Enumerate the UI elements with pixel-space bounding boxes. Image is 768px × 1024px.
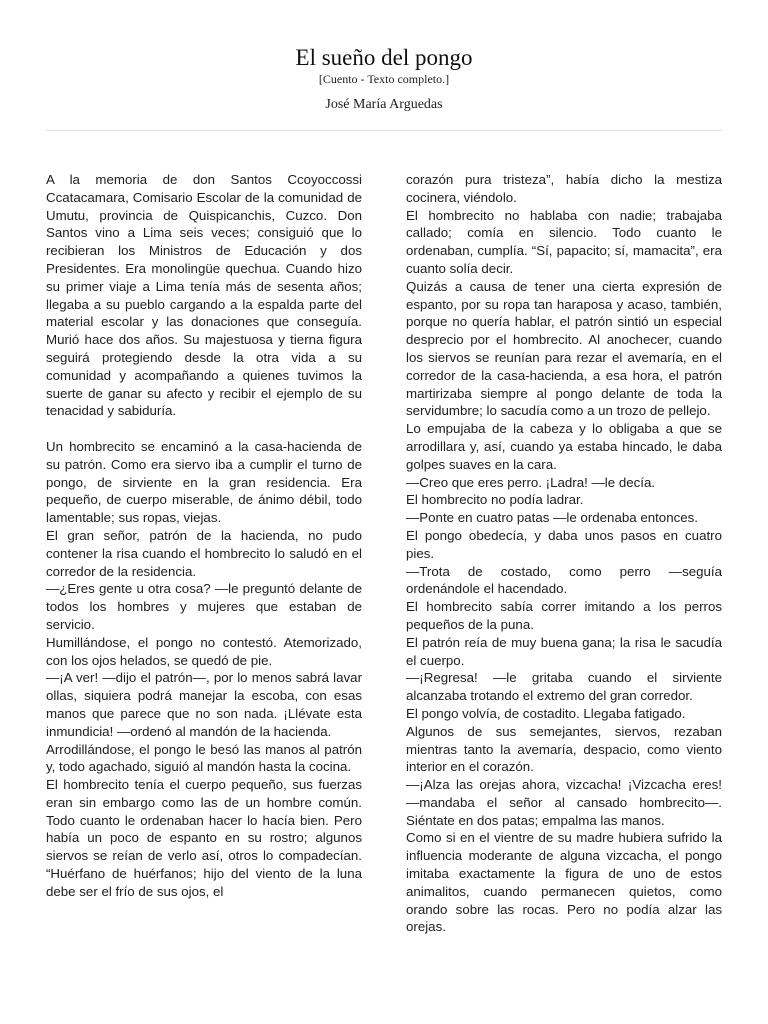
paragraph: —Ponte en cuatro patas —le ordenaba entonces. xyxy=(406,510,698,526)
paragraph: —Trota de costado, como perro —seguía ordenándole el hacendado. xyxy=(406,563,722,597)
paragraph: El hombrecito no hablaba con nadie; trabajaba callado; comía en silencio. Todo cuanto le ordenaban, cumplía. “Sí, papacito; sí, mamacita”, era cuanto solía decir. xyxy=(406,207,722,276)
paragraph: Lo empujaba de la cabeza y lo obligaba a que se arrodillara y, así, cuando ya estaba hincado, le daba golpes suaves en la cara. xyxy=(406,421,722,472)
story-subtitle: [Cuento - Texto completo.] xyxy=(318,72,450,86)
paragraph: —¡A ver! —dijo el patrón—, por lo menos sabrá lavar ollas, siquiera podrá manejar la escoba, con esas manos que parece que no son nada. ¡Llévate esta inmundicia! —ordenó al mandón de la hacienda. xyxy=(46,670,362,739)
header-divider xyxy=(46,130,722,131)
paragraph: Algunos de sus semejantes, siervos, rezaban mientras tanto la avemaría, despacio, como viento interior en el corazón. xyxy=(406,723,722,775)
paragraph: —¿Eres gente u otra cosa? —le preguntó delante de todos los hombres y mujeres que estaban de servicio. xyxy=(46,581,362,632)
paragraph: corazón pura tristeza”, había dicho la mestiza cocinera, viéndolo. xyxy=(406,172,722,205)
paragraph: Un hombrecito se encaminó a la casa-hacienda de su patrón. Como era siervo iba a cumplir el turno de pongo, de sirviente en la gran residencia. Era pequeño, de cuerpo miserable, de ánimo débil, todo lamentable; sus ropas, viejas. xyxy=(46,438,362,526)
paragraph: El hombrecito tenía el cuerpo pequeño, sus fuerzas eran sin embargo como las de un hombre común. Todo cuanto le ordenaban hacer lo hacía bien. Pero había un poco de espanto en su rostro; algunos siervos se reían de verlo así, otros lo compadecían. “Huérfano de huérfanos; hijo del viento de la luna debe ser el frío de sus ojos, el xyxy=(46,777,362,899)
document-header xyxy=(0,44,768,113)
text-column-left xyxy=(46,171,362,901)
story-title: El sueño del pongo xyxy=(295,45,473,70)
dedication-paragraph: A la memoria de don Santos Ccoyoccossi Ccatacamara, Comisario Escolar de la comunidad de Umutu, provincia de Quispicanchis, Cuzco. Don Santos vino a Lima seis veces; consiguió que lo recibieran los Ministros de Educación y dos Presidentes. Era monolingüe quechua. Cuando hizo su primer viaje a Lima tenía más de sesenta años; llegaba a su pueblo cargando a la espalda parte del material escolar y las donaciones que conseguía. Murió hace dos años. Su majestuosa y tierna figura seguirá protegiendo desde la otra vida a su comunidad y acompañando a quienes tuvimos la suerte de ganar su afecto y recibir el ejemplo de su tenacidad y sabiduría. xyxy=(46,172,362,419)
paragraph: El gran señor, patrón de la hacienda, no pudo contener la risa cuando el hombrecito lo saludó en el corredor de la residencia. xyxy=(46,527,362,579)
paragraph: El hombrecito sabía correr imitando a los perros pequeños de la puna. xyxy=(406,599,722,632)
paragraph: El patrón reía de muy buena gana; la risa le sacudía el cuerpo. xyxy=(406,634,722,668)
text-column-right xyxy=(406,171,722,936)
paragraph: Como si en el vientre de su madre hubiera sufrido la influencia moderante de alguna vizcacha, el pongo imitaba exactamente la figura de uno de estos animalitos, cuando permanecen quietos, como orando sobre las rocas. Pero no podía alzar las orejas. xyxy=(406,830,722,935)
paragraph: —¡Regresa! —le gritaba cuando el sirviente alcanzaba trotando el extremo del gran corredor. xyxy=(406,670,722,704)
paragraph: —¡Alza las orejas ahora, vizcacha! ¡Vizcacha eres! —mandaba el señor al cansado hombrecito—. Siéntate en dos patas; empalma las manos. xyxy=(406,777,722,828)
paragraph: El hombrecito no podía ladrar. xyxy=(406,492,584,508)
story-author: José María Arguedas xyxy=(325,97,443,112)
paragraph: —Creo que eres perro. ¡Ladra! —le decía. xyxy=(406,474,656,490)
paragraph: Humillándose, el pongo no contestó. Atemorizado, con los ojos helados, se quedó de pie. xyxy=(46,634,362,668)
paragraph: Quizás a causa de tener una cierta expresión de espanto, por su ropa tan haraposa y acaso, también, porque no quería hablar, el patrón sintió un especial desprecio por el hombrecito. Al anochecer, cuando los siervos se reunían para rezar el avemaría, en el corredor de la casa-hacienda, a esa hora, el patrón martirizaba siempre al pongo delante de toda la servidumbre; lo sacudía como a un trozo de pellejo. xyxy=(406,278,722,419)
paragraph: El pongo volvía, de costadito. Llegaba fatigado. xyxy=(406,705,686,721)
paragraph: Arrodillándose, el pongo le besó las manos al patrón y, todo agachado, siguió al mandón hasta la cocina. xyxy=(46,741,362,775)
paragraph: El pongo obedecía, y daba unos pasos en cuatro pies. xyxy=(406,527,722,561)
